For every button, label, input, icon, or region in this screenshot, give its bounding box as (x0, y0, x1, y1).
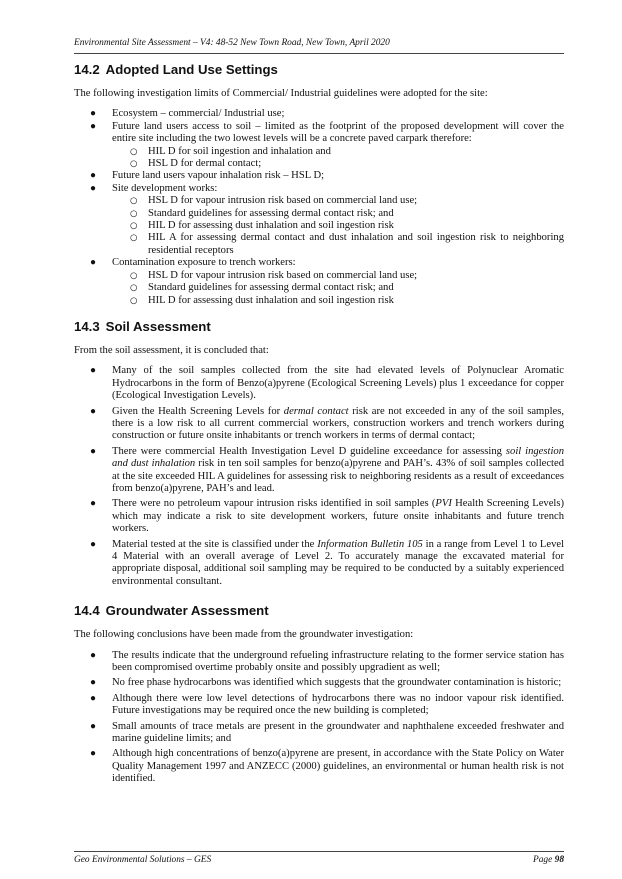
sub-list-item-text: HIL D for soil ingestion and inhalation and (148, 145, 331, 157)
footer-company: Geo Environmental Solutions – GES (74, 855, 212, 865)
sub-list-item (112, 270, 564, 282)
sub-bullet-list (112, 146, 564, 171)
list-item (74, 748, 564, 785)
list-item-text: Health Screening Levels) which may indicate a risk to site development workers, future onsite inhabitants and future trench workers. (112, 498, 565, 535)
sub-bullet-list (112, 270, 564, 307)
bullet-icon: ● (90, 692, 97, 704)
list-item-text: There were no petroleum vapour intrusion risks identified in soil samples ( (112, 498, 436, 510)
emphasis-text: soil ingestion and dust inhalation (112, 445, 564, 470)
list-item-text: Future land users access to soil – limited as the footprint of the proposed development will cover the entire site including the two lowest levels will be a concrete paved carpark therefore: (112, 120, 564, 145)
section-intro: From the soil assessment, it is concluded that: (74, 344, 269, 356)
bullet-icon: ● (90, 498, 97, 510)
bullet-icon: ● (90, 170, 97, 182)
list-item-text: risk in ten soil samples for benzo(a)pyrene and PAH’s. 43% of soil samples collected at the site exceeded HIL A guidelines for assessing risk to neighboring residents as a result of exceedances from benzo(a)pyrene, PAH’s and lead. (112, 458, 564, 494)
list-item (74, 539, 564, 589)
list-item-text: The results indicate that the underground refueling infrastructure relating to the former service station has been compromised overtime probably onsite and possibly upgradient as well; (112, 649, 564, 674)
bullet-icon: ● (90, 720, 97, 732)
section-heading-14-3 (74, 319, 564, 335)
list-item-text: Many of the soil samples collected from the site had elevated levels of Polynuclear Aromatic Hydrocarbons in the form of Benzo(a)pyrene (Ecological Screening Levels) plus 1 exceedance for copper (Ecological Investigation Levels). (112, 365, 564, 402)
emphasis-text: Information Bulletin 105 (317, 538, 423, 550)
section-title: Groundwater Assessment (105, 603, 269, 619)
list-item (74, 498, 564, 535)
circle-bullet-icon: ○ (130, 196, 138, 207)
list-item (74, 108, 564, 120)
list-item (74, 170, 564, 182)
footer-rule (74, 851, 564, 852)
page-header: Environmental Site Assessment – V4: 48-52 New Town Road, New Town, April 2020 (74, 38, 390, 48)
section-number: 14.3 (74, 318, 100, 334)
section-number: 14.2 (74, 62, 100, 77)
section-heading-14-4 (74, 603, 564, 619)
bullet-icon: ● (90, 649, 97, 661)
list-item-text: Although high concentrations of benzo(a)pyrene are present, in accordance with the State Policy on Water Quality Management 1997 and ANZECC (2000) guidelines, an environmental or human health risk is not identified. (112, 748, 564, 785)
sub-list-item (112, 220, 564, 232)
list-item (74, 693, 564, 718)
list-item-text: There were commercial Health Investigation Level D guideline exceedance for assessing (112, 445, 506, 457)
circle-bullet-icon: ○ (130, 233, 138, 244)
sub-list-item-text: HSL D for vapour intrusion risk based on commercial land use; (148, 269, 418, 281)
bullet-list (74, 365, 564, 588)
sub-list-item-text: HIL A for assessing dermal contact and dust inhalation and soil ingestion risk to neighboring residential receptors (148, 232, 564, 256)
list-item (74, 121, 564, 171)
section-intro: The following investigation limits of Commercial/ Industrial guidelines were adopted for the site: (74, 88, 488, 99)
sub-list-item (112, 232, 564, 257)
list-item-text: Small amounts of trace metals are present in the groundwater and naphthalene exceeded freshwater and marine guideline limits; and (112, 720, 564, 745)
list-item-text: Contamination exposure to trench workers: (112, 257, 296, 269)
list-item-text: Site development works: (112, 182, 218, 194)
section-intro: The following conclusions have been made from the groundwater investigation: (74, 629, 414, 641)
sub-bullet-list (112, 195, 564, 257)
list-item-text: risk are not exceeded in any of the soil samples, there is a low risk to all current commercial workers, construction workers and trench workers during construction or future onsite inhabitants or trench workers in terms of dermal contact; (112, 405, 565, 442)
list-item-text: Given the Health Screening Levels for (112, 405, 284, 417)
sub-list-item-text: Standard guidelines for assessing dermal contact risk; and (148, 207, 394, 219)
section-number: 14.4 (74, 603, 100, 619)
section-heading-14-2 (74, 62, 564, 78)
circle-bullet-icon: ○ (130, 270, 138, 281)
circle-bullet-icon: ○ (130, 221, 138, 232)
bullet-icon: ● (90, 677, 97, 689)
bullet-icon: ● (90, 182, 97, 194)
list-item (74, 257, 564, 307)
list-item (74, 183, 564, 257)
circle-bullet-icon: ○ (130, 146, 138, 157)
sub-list-item (112, 195, 564, 207)
list-item (74, 650, 564, 675)
sub-list-item-text: HIL D for assessing dust inhalation and soil ingestion risk (148, 294, 394, 306)
emphasis-text: PVI (435, 498, 452, 510)
sub-list-item (112, 158, 564, 170)
header-rule (74, 53, 564, 54)
bullet-icon: ● (90, 365, 97, 377)
bullet-icon: ● (90, 108, 97, 120)
list-item-text: in a range from Level 1 to Level 4 Material with an overall average of Level 2. To accurately manage the excavated material for appropriate disposal, additional soil sampling may be required to be conducted by a suitably experienced environmental consultant. (112, 538, 565, 587)
page-label: Page (533, 855, 555, 865)
circle-bullet-icon: ○ (130, 208, 138, 219)
sub-list-item (112, 282, 564, 294)
bullet-list (74, 650, 564, 786)
page-number: 98 (554, 855, 564, 865)
list-item-text: Future land users vapour inhalation risk – HSL D; (112, 170, 325, 182)
list-item (74, 406, 564, 443)
list-item (74, 721, 564, 746)
list-item-text: Ecosystem – commercial/ Industrial use; (112, 108, 285, 120)
bullet-list (74, 108, 564, 307)
list-item-text: Although there were low level detections of hydrocarbons there was no indoor vapour risk identified. Future investigations may be required once the new building is completed; (112, 692, 564, 717)
sub-list-item (112, 295, 564, 307)
emphasis-text: dermal contact (283, 405, 349, 417)
list-item (74, 677, 564, 689)
section-gap (74, 307, 564, 319)
list-item (74, 365, 564, 402)
list-item-text: Material tested at the site is classified under the (112, 538, 318, 550)
bullet-icon: ● (90, 405, 97, 417)
footer-page (470, 855, 564, 865)
circle-bullet-icon: ○ (130, 295, 138, 306)
circle-bullet-icon: ○ (130, 283, 138, 294)
list-item-text: No free phase hydrocarbons was identified which suggests that the groundwater contamination is historic; (112, 677, 562, 689)
sub-list-item-text: HIL D for assessing dust inhalation and soil ingestion risk (148, 220, 394, 232)
list-item (74, 446, 564, 496)
bullet-icon: ● (90, 538, 97, 550)
page-content (74, 62, 564, 789)
bullet-icon: ● (90, 257, 97, 269)
sub-list-item-text: HSL D for dermal contact; (148, 158, 262, 170)
sub-list-item (112, 146, 564, 158)
section-title: Soil Assessment (105, 318, 211, 334)
section-title: Adopted Land Use Settings (105, 62, 278, 77)
section-gap (74, 591, 564, 603)
bullet-icon: ● (90, 748, 97, 760)
bullet-icon: ● (90, 445, 97, 457)
sub-list-item-text: HSL D for vapour intrusion risk based on commercial land use; (148, 195, 418, 207)
sub-list-item (112, 208, 564, 220)
circle-bullet-icon: ○ (130, 159, 138, 170)
bullet-icon: ● (90, 120, 97, 132)
sub-list-item-text: Standard guidelines for assessing dermal contact risk; and (148, 282, 394, 294)
